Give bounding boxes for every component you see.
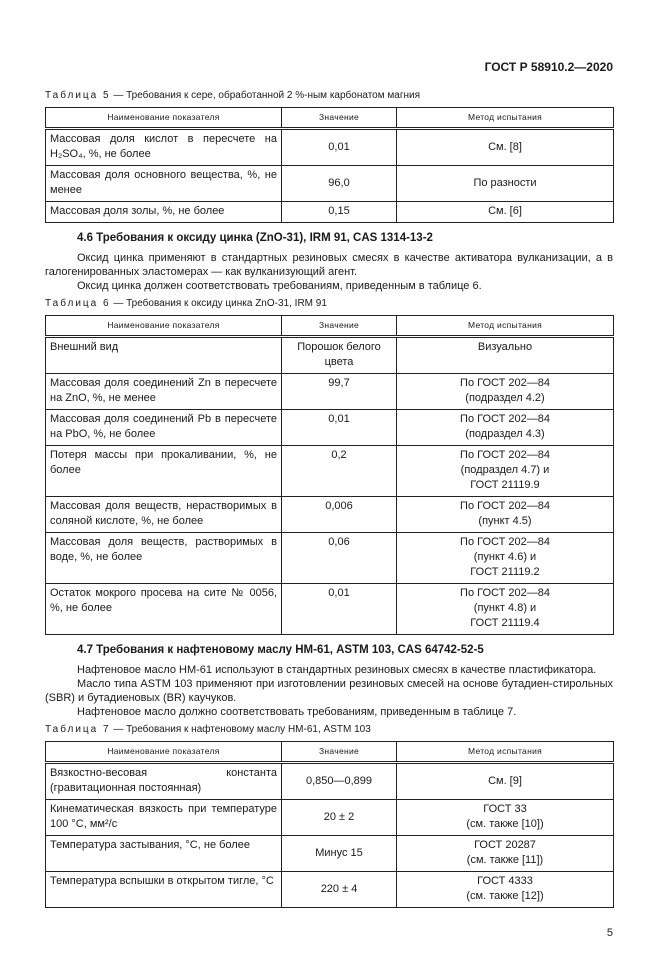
table-row bbox=[46, 872, 614, 908]
value-cell: 0,2 bbox=[282, 446, 397, 497]
table-header-row bbox=[46, 108, 614, 129]
paragraph-text: Нафтеновое масло НМ-61 используют в стандартных резиновых смесях в качестве пластификатора. bbox=[77, 664, 597, 676]
table-6 bbox=[45, 315, 614, 635]
caption-text: — Требования к нафтеновому маслу НМ-61, ASTM 103 bbox=[110, 724, 371, 735]
value-cell: Минус 15 bbox=[282, 836, 397, 872]
table6-caption bbox=[45, 297, 613, 310]
table-header-row bbox=[46, 742, 614, 763]
caption-text: — Требования к оксиду цинка ZnO-31, IRM 91 bbox=[110, 298, 327, 309]
indicator-name-cell: Массовая доля соединений Zn в пересчете на ZnO, %, не менее bbox=[46, 374, 282, 410]
section-4-6-paragraph-2 bbox=[45, 279, 613, 293]
table-row bbox=[46, 584, 614, 635]
test-method-cell: По ГОСТ 202—84 (пункт 4.8) и ГОСТ 21119.4 bbox=[397, 584, 614, 635]
value-cell: 0,01 bbox=[282, 129, 397, 166]
test-method-cell: Визуально bbox=[397, 337, 614, 374]
test-method-cell: ГОСТ 20287 (см. также [11]) bbox=[397, 836, 614, 872]
test-method-cell: По ГОСТ 202—84 (подраздел 4.7) и ГОСТ 21119.9 bbox=[397, 446, 614, 497]
paragraph-text: Нафтеновое масло должно соответствовать требованиям, приведенным в таблице 7. bbox=[77, 706, 517, 718]
test-method-cell: ГОСТ 4333 (см. также [12]) bbox=[397, 872, 614, 908]
table-5 bbox=[45, 107, 614, 223]
table-header-row bbox=[46, 316, 614, 337]
table-row bbox=[46, 337, 614, 374]
indicator-name-cell: Массовая доля веществ, растворимых в воде, %, не более bbox=[46, 533, 282, 584]
table7-caption bbox=[45, 723, 613, 736]
page-number: 5 bbox=[606, 927, 613, 939]
table-row bbox=[46, 800, 614, 836]
value-cell: 0,15 bbox=[282, 202, 397, 223]
table-7 bbox=[45, 741, 614, 908]
section-4-7-heading: 4.7 Требования к нафтеновому маслу НМ-61, ASTM 103, CAS 64742-52-5 bbox=[77, 644, 484, 656]
test-method-cell: См. [8] bbox=[397, 129, 614, 166]
value-cell: 0,850—0,899 bbox=[282, 763, 397, 800]
value-cell: 0,006 bbox=[282, 497, 397, 533]
indicator-name-cell: Массовая доля основного вещества, %, не менее bbox=[46, 166, 282, 202]
test-method-cell: См. [6] bbox=[397, 202, 614, 223]
indicator-name-cell: Массовая доля золы, %, не более bbox=[46, 202, 282, 223]
indicator-name-cell: Остаток мокрого просева на сите № 0056, %, не более bbox=[46, 584, 282, 635]
table-row bbox=[46, 763, 614, 800]
table-row bbox=[46, 129, 614, 166]
table-row bbox=[46, 166, 614, 202]
indicator-name-cell: Кинематическая вязкость при температуре 100 °С, мм²/с bbox=[46, 800, 282, 836]
column-header: Наименование показателя bbox=[46, 742, 282, 763]
column-header: Значение bbox=[282, 742, 397, 763]
indicator-name-cell: Потеря массы при прокаливании, %, не более bbox=[46, 446, 282, 497]
test-method-cell: По разности bbox=[397, 166, 614, 202]
section-4-7-paragraph-2 bbox=[45, 677, 613, 705]
value-cell: 96,0 bbox=[282, 166, 397, 202]
value-cell: 220 ± 4 bbox=[282, 872, 397, 908]
indicator-name-cell: Массовая доля кислот в пересчете на H₂SO₄, %, не более bbox=[46, 129, 282, 166]
table-row bbox=[46, 533, 614, 584]
caption-label: Таблица 7 bbox=[45, 724, 111, 735]
indicator-name-cell: Внешний вид bbox=[46, 337, 282, 374]
caption-text: — Требования к сере, обработанной 2 %-ным карбонатом магния bbox=[110, 90, 420, 101]
column-header: Метод испытания bbox=[397, 316, 614, 337]
indicator-name-cell: Массовая доля соединений Pb в пересчете на PbO, %, не более bbox=[46, 410, 282, 446]
paragraph-text: Масло типа ASTM 103 применяют при изготовлении резиновых смесей на основе бутадиен-стирольных (SBR) и бутадиеновых (BR) каучуков. bbox=[45, 678, 613, 704]
table-row bbox=[46, 497, 614, 533]
test-method-cell: По ГОСТ 202—84 (подраздел 4.2) bbox=[397, 374, 614, 410]
test-method-cell: См. [9] bbox=[397, 763, 614, 800]
indicator-name-cell: Вязкостно-весовая константа (гравитационная постоянная) bbox=[46, 763, 282, 800]
indicator-name-cell: Температура вспышки в открытом тигле, °С bbox=[46, 872, 282, 908]
value-cell: 20 ± 2 bbox=[282, 800, 397, 836]
test-method-cell: По ГОСТ 202—84 (подраздел 4.3) bbox=[397, 410, 614, 446]
section-4-6-paragraph-1 bbox=[45, 251, 613, 279]
indicator-name-cell: Температура застывания, °С, не более bbox=[46, 836, 282, 872]
value-cell: Порошок белого цвета bbox=[282, 337, 397, 374]
value-cell: 0,06 bbox=[282, 533, 397, 584]
table-row bbox=[46, 374, 614, 410]
test-method-cell: ГОСТ 33 (см. также [10]) bbox=[397, 800, 614, 836]
column-header: Метод испытания bbox=[397, 108, 614, 129]
table-row bbox=[46, 410, 614, 446]
caption-label: Таблица 5 bbox=[45, 90, 111, 101]
test-method-cell: По ГОСТ 202—84 (пункт 4.5) bbox=[397, 497, 614, 533]
paragraph-text: Оксид цинка должен соответствовать требованиям, приведенным в таблице 6. bbox=[77, 280, 482, 292]
value-cell: 0,01 bbox=[282, 410, 397, 446]
paragraph-text: Оксид цинка применяют в стандартных резиновых смесях в качестве активатора вулканизации, а в галогенированных эластомерах — как вулканизующий агент. bbox=[45, 252, 613, 278]
caption-label: Таблица 6 bbox=[45, 298, 111, 309]
column-header: Наименование показателя bbox=[46, 108, 282, 129]
table-row bbox=[46, 836, 614, 872]
section-4-6-heading: 4.6 Требования к оксиду цинка (ZnO-31), IRM 91, CAS 1314-13-2 bbox=[77, 232, 433, 244]
indicator-name-cell: Массовая доля веществ, нерастворимых в соляной кислоте, %, не более bbox=[46, 497, 282, 533]
column-header: Наименование показателя bbox=[46, 316, 282, 337]
column-header: Метод испытания bbox=[397, 742, 614, 763]
value-cell: 99,7 bbox=[282, 374, 397, 410]
column-header: Значение bbox=[282, 108, 397, 129]
table-row bbox=[46, 446, 614, 497]
document-header: ГОСТ Р 58910.2—2020 bbox=[484, 60, 613, 74]
table5-caption bbox=[45, 89, 613, 102]
value-cell: 0,01 bbox=[282, 584, 397, 635]
table-row bbox=[46, 202, 614, 223]
section-4-7-paragraph-3 bbox=[45, 705, 613, 719]
section-4-7-paragraph-1 bbox=[45, 663, 613, 677]
test-method-cell: По ГОСТ 202—84 (пункт 4.6) и ГОСТ 21119.2 bbox=[397, 533, 614, 584]
column-header: Значение bbox=[282, 316, 397, 337]
